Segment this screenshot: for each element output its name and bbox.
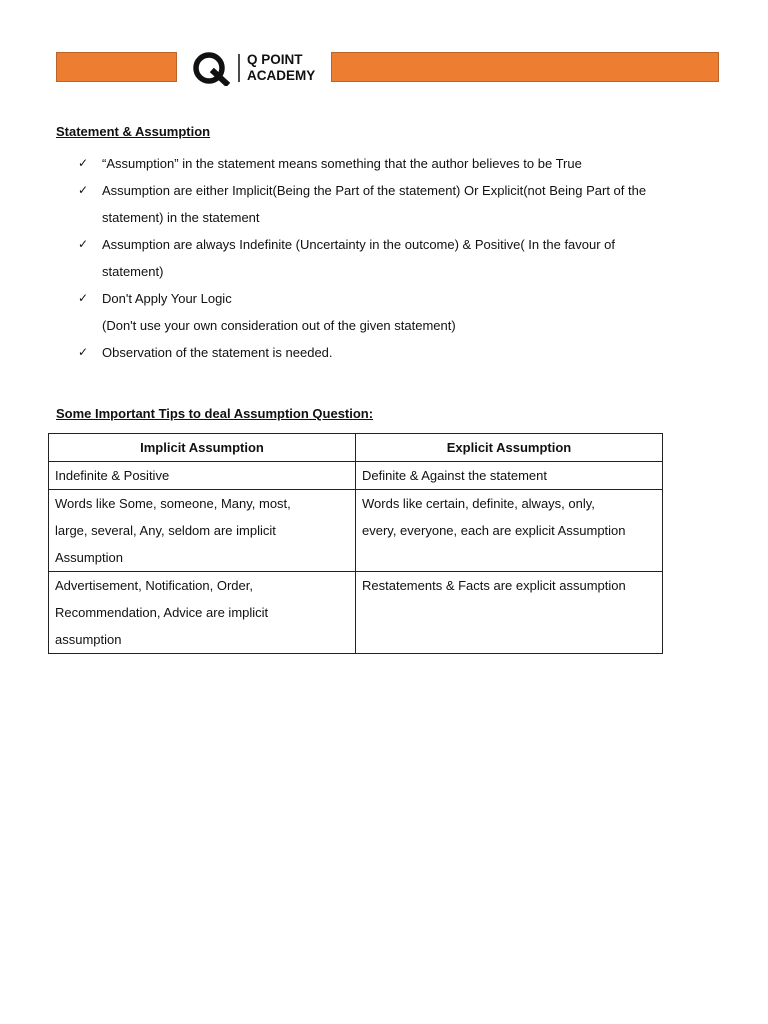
- section-heading-important-tips: Some Important Tips to deal Assumption Question:: [56, 406, 374, 421]
- table-cell-explicit: [356, 462, 663, 490]
- logo-wordmark: [247, 52, 315, 84]
- list-item-text: Assumption are always Indefinite (Uncertainty in the outcome) & Positive( In the favour of: [102, 237, 616, 252]
- column-header-explicit: Explicit Assumption: [356, 434, 663, 462]
- list-item: [78, 339, 718, 366]
- table-header-row: [49, 434, 663, 462]
- checkmark-icon: ✓: [78, 345, 89, 359]
- checkmark-icon: ✓: [78, 237, 89, 251]
- table-row: [49, 490, 663, 572]
- cell-line: assumption: [55, 632, 122, 647]
- list-item: [78, 231, 718, 285]
- cell-line: Definite & Against the statement: [362, 468, 547, 483]
- list-item: [78, 177, 718, 231]
- cell-line: Words like Some, someone, Many, most,: [55, 496, 291, 511]
- checkmark-icon: ✓: [78, 183, 89, 197]
- list-item-text: statement): [102, 264, 164, 279]
- table-cell-implicit: [49, 572, 356, 654]
- table-row: [49, 572, 663, 654]
- logo-line-1: Q POINT: [247, 52, 303, 67]
- cell-line: Assumption: [55, 550, 123, 565]
- cell-line: every, everyone, each are explicit Assumption: [362, 523, 626, 538]
- checkmark-icon: ✓: [78, 156, 89, 170]
- table-cell-explicit: [356, 490, 663, 572]
- list-item-text: Observation of the statement is needed.: [102, 345, 333, 360]
- header-accent-bar-right: [331, 52, 719, 82]
- q-point-academy-logo: [190, 50, 325, 86]
- cell-line: Words like certain, definite, always, only,: [362, 496, 595, 511]
- checkmark-icon: ✓: [78, 291, 89, 305]
- section-heading-statement-assumption: Statement & Assumption: [56, 124, 211, 139]
- list-item-text: “Assumption” in the statement means something that the author believes to be True: [102, 156, 582, 171]
- table-row: [49, 462, 663, 490]
- logo-line-2: ACADEMY: [247, 68, 316, 83]
- header-accent-bar-left: [56, 52, 177, 82]
- assumption-comparison-table: [48, 433, 663, 654]
- column-header-implicit: Implicit Assumption: [49, 434, 356, 462]
- list-item-text: Don't Apply Your Logic: [102, 291, 232, 306]
- list-item: [78, 285, 718, 339]
- list-item-text: statement) in the statement: [102, 210, 260, 225]
- list-item-text: Assumption are either Implicit(Being the Part of the statement) Or Explicit(not Being Part of the: [102, 183, 647, 198]
- table-cell-implicit: [49, 462, 356, 490]
- table-cell-implicit: [49, 490, 356, 572]
- cell-line: Restatements & Facts are explicit assumption: [362, 578, 626, 593]
- cell-line: Indefinite & Positive: [55, 468, 170, 483]
- list-item: [78, 150, 718, 177]
- cell-line: large, several, Any, seldom are implicit: [55, 523, 276, 538]
- list-item-text: (Don't use your own consideration out of the given statement): [102, 318, 456, 333]
- assumption-bullet-list: [78, 150, 718, 366]
- cell-line: Advertisement, Notification, Order,: [55, 578, 253, 593]
- cell-line: Recommendation, Advice are implicit: [55, 605, 269, 620]
- table-cell-explicit: [356, 572, 663, 654]
